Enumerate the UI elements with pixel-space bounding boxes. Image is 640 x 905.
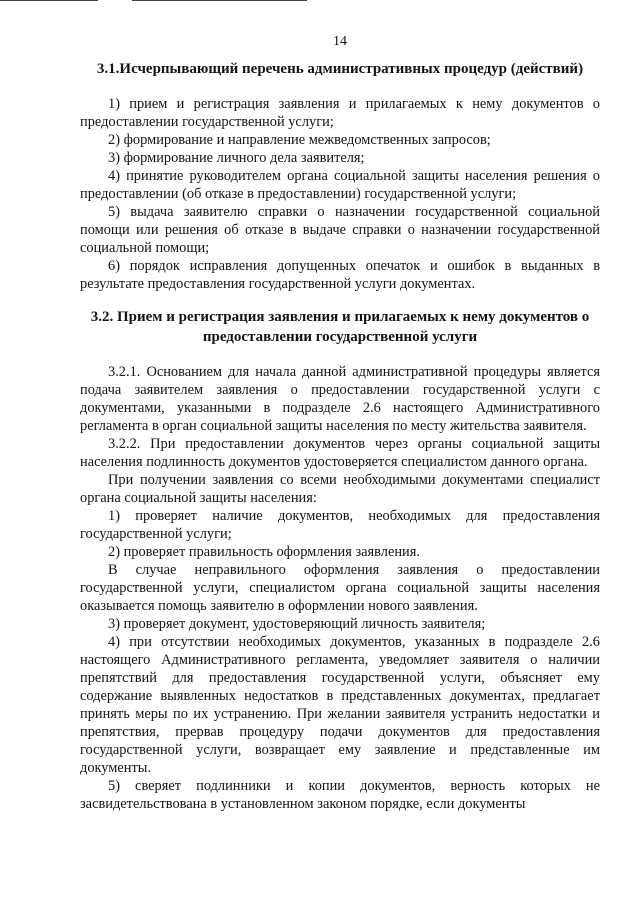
check-item-1: 1) проверяет наличие документов, необходимых для предоставления государственной услуги;	[80, 508, 600, 542]
procedure-item-5: 5) выдача заявителю справки о назначении государственной социальной помощи или решения об отказе в выдаче справки о назначении государственной социальной помощи;	[80, 204, 600, 256]
check-item-3: 3) проверяет документ, удостоверяющий личность заявителя;	[108, 616, 486, 632]
paragraph-3-2-1: 3.2.1. Основанием для начала данной административной процедуры является подача заявителем заявления о предоставлении государственной услуги с документами, указанными в подразделе 2.6 настоящего Административного регламента в орган социальной защиты населения по месту жительства заявителя.	[80, 364, 600, 434]
section-3-2-heading: 3.2. Прием и регистрация заявления и прилагаемых к нему документов о предоставлении государственной услуги	[90, 309, 590, 345]
check-item-4: 4) при отсутствии необходимых документов, указанных в подразделе 2.6 настоящего Административного регламента, уведомляет заявителя о наличии препятствий для предоставления государственной услуги, объясняет ему содержание выявленных недостатков в представленных документах, предлагает принять меры по их устранению. При желании заявителя устранить недостатки и препятствия, прервав процедуру подачи документов для предоставления государственной услуги, возвращает ему заявление и представленные им документы.	[80, 634, 600, 776]
procedure-item-2: 2) формирование и направление межведомственных запросов;	[108, 132, 491, 148]
paragraph-3-2-2: 3.2.2. При предоставлении документов через органы социальной защиты населения подлинность документов удостоверяется специалистом данного органа.	[80, 436, 600, 470]
paragraph-incorrect-application: В случае неправильного оформления заявления о предоставлении государственной услуги, специалистом органа социальной защиты населения оказывается помощь заявителю в оформлении нового заявления.	[80, 562, 600, 614]
section-3-2-body	[80, 363, 600, 813]
procedures-list	[80, 95, 600, 293]
section-3-1-heading: 3.1.Исчерпывающий перечень административных процедур (действий)	[96, 61, 584, 77]
procedure-item-3: 3) формирование личного дела заявителя;	[108, 150, 365, 166]
check-item-5: 5) сверяет подлинники и копии документов, верность которых не засвидетельствована в установленном законом порядке, если документы	[80, 778, 600, 812]
check-item-2: 2) проверяет правильность оформления заявления.	[108, 544, 420, 560]
page-number: 14	[333, 34, 347, 49]
procedure-item-1: 1) прием и регистрация заявления и прилагаемых к нему документов о предоставлении государственной услуги;	[80, 96, 600, 130]
paragraph-specialist-intro: При получении заявления со всеми необходимыми документами специалист органа социальной защиты населения:	[80, 472, 600, 506]
procedure-item-6: 6) порядок исправления допущенных опечаток и ошибок в выданных в результате предоставления государственной услуги документах.	[80, 258, 600, 292]
procedure-item-4: 4) принятие руководителем органа социальной защиты населения решения о предоставлении (об отказе в предоставлении) государственной услуги;	[80, 168, 600, 202]
